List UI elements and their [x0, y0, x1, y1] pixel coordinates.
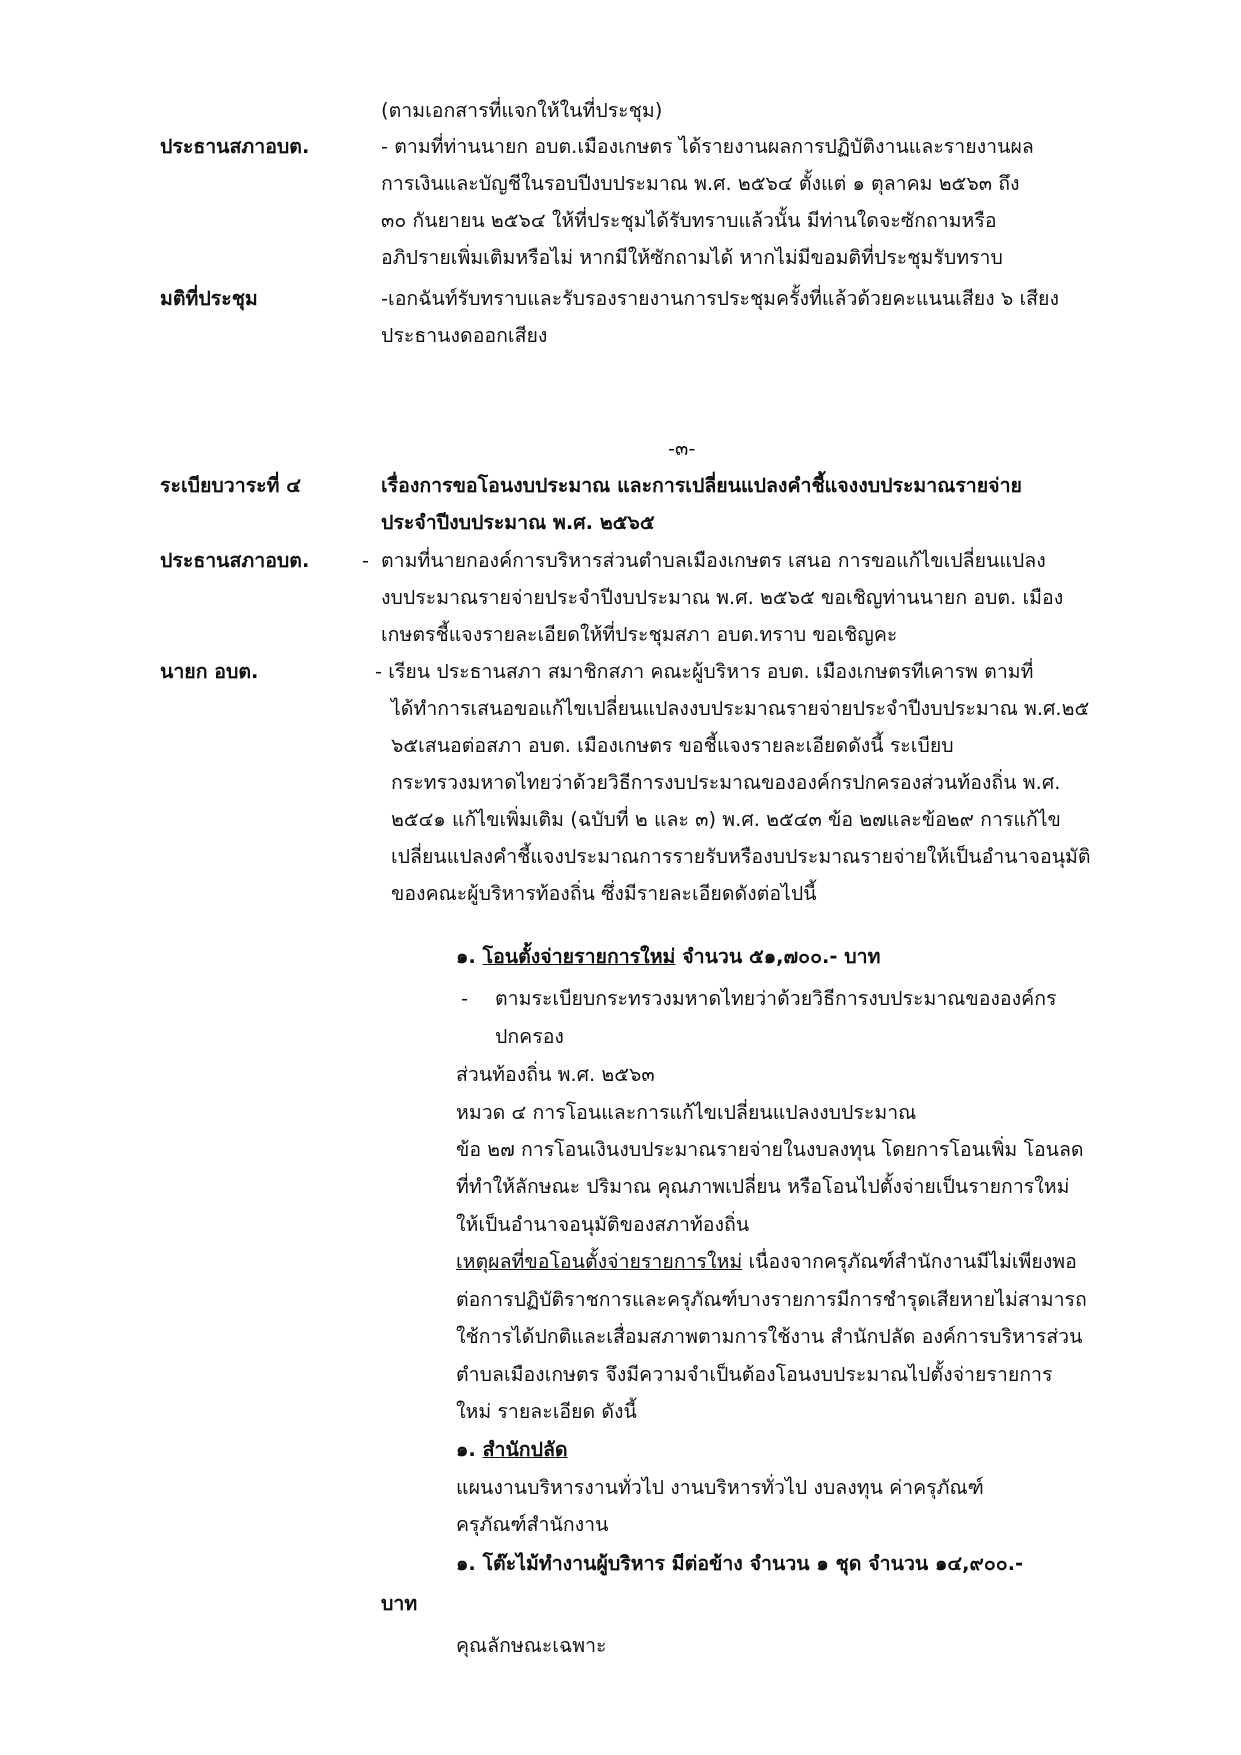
- agenda-title-line: ประจำปีงบประมาณ พ.ศ. ๒๕๖๕: [381, 511, 655, 534]
- reason-line: [456, 1243, 1077, 1281]
- regulation-text-line: ให้เป็นอำนาจอนุมัติของสภาท้องถิ่น: [456, 1213, 750, 1236]
- page-number: -๓-: [668, 437, 696, 460]
- reason-text-line: ใช้การได้ปกติและเสื่อมสภาพตามการใช้งาน สำนักปลัด องค์การบริหารส่วน: [456, 1325, 1083, 1348]
- transfer-number: ๑.: [456, 945, 476, 968]
- agenda-title-line: เรื่องการขอโอนงบประมาณ และการเปลี่ยนแปลงคำชี้แจงงบประมาณรายจ่าย: [381, 474, 1022, 497]
- plan-text-line: แผนงานบริหารงานทั่วไป งานบริหารทั่วไป งบลงทุน ค่าครุภัณฑ์: [456, 1476, 984, 1499]
- resolution-text-line: -เอกฉันท์รับทราบและรับรองรายงานการประชุมครั้งที่แล้วด้วยคะแนนเสียง ๖ เสียง: [381, 287, 1059, 310]
- chair-text-line: อภิปรายเพิ่มเติมหรือไม่ หากมีให้ซักถามได้ หากไม่มีขอมติที่ประชุมรับทราบ: [381, 246, 1003, 269]
- resolution-text-line: ประธานงดออกเสียง: [381, 324, 548, 347]
- doc-note: (ตามเอกสารที่แจกให้ในที่ประชุม): [381, 99, 663, 122]
- regulation-text-line: ที่ทำให้ลักษณะ ปริมาณ คุณภาพเปลี่ยน หรือโอนไปตั้งจ่ายเป็นรายการใหม่: [456, 1175, 1070, 1198]
- regulation-text-line: ส่วนท้องถิ่น พ.ศ. ๒๕๖๓: [456, 1063, 655, 1086]
- regulation-text-line: ข้อ ๒๗ การโอนเงินงบประมาณรายจ่ายในงบลงทุน โดยการโอนเพิ่ม โอนลด: [456, 1138, 1084, 1161]
- reason-text-line: ตำบลเมืองเกษตร จึงมีความจำเป็นต้องโอนงบประมาณไปตั้งจ่ายรายการ: [456, 1363, 1053, 1386]
- spec-label: คุณลักษณะเฉพาะ: [456, 1634, 607, 1657]
- chair-text-line: งบประมาณรายจ่ายประจำปีงบประมาณ พ.ศ. ๒๕๖๕ ขอเชิญท่านนายก อบต. เมือง: [381, 586, 1064, 609]
- chair-text-line: การเงินและบัญชีในรอบปีงบประมาณ พ.ศ. ๒๕๖๔ ตั้งแต่ ๑ ตุลาคม ๒๕๖๓ ถึง: [381, 172, 1020, 195]
- plan-text-line: ครุภัณฑ์สำนักงาน: [456, 1513, 609, 1536]
- chair-text-line: เกษตรชี้แจงรายละเอียดให้ที่ประชุมสภา อบต.ทราบ ขอเชิญคะ: [381, 623, 898, 646]
- mayor-text-line: ๒๕๔๑ แก้ไขเพิ่มเติม (ฉบับที่ ๒ และ ๓) พ.ศ. ๒๕๔๓ ข้อ ๒๗และข้อ๒๙ การแก้ไข: [391, 808, 1061, 831]
- reason-text-line: ใหม่ รายละเอียด ดังนี้: [456, 1400, 637, 1423]
- item-unit: บาท: [381, 1592, 418, 1615]
- mayor-text-line: ของคณะผู้บริหารท้องถิ่น ซึ่งมีรายละเอียดดังต่อไปนี้: [391, 882, 817, 905]
- office-heading: [456, 1431, 568, 1469]
- transfer-amount: จำนวน ๕๑,๗๐๐.- บาท: [675, 945, 881, 968]
- mayor-text-line: ได้ทำการเสนอขอแก้ไขเปลี่ยนแปลงงบประมาณรายจ่ายประจำปีงบประมาณ พ.ศ.๒๕: [391, 697, 1090, 720]
- resolution-label: มติที่ประชุม: [160, 287, 258, 310]
- speaker-label-chair: ประธานสภาอบต.: [160, 135, 310, 158]
- chair-dash: -: [362, 549, 370, 572]
- item-line: ๑. โต๊ะไม้ทำงานผู้บริหาร มีต่อข้าง จำนวน ๑ ชุด จำนวน ๑๔,๙๐๐.-: [456, 1552, 1024, 1575]
- mayor-text-line: ๖๕เสนอต่อสภา อบต. เมืองเกษตร ขอชี้แจงรายละเอียดดังนี้ ระเบียบ: [391, 734, 954, 757]
- mayor-text-line: เปลี่ยนแปลงคำชี้แจงประมาณการรายรับหรืองบประมาณรายจ่ายให้เป็นอำนาจอนุมัติ: [391, 845, 1091, 868]
- regulation-dash: -: [461, 987, 469, 1010]
- reason-text: เนื่องจากครุภัณฑ์สำนักงานมีไม่เพียงพอ: [742, 1250, 1077, 1273]
- office-number: ๑.: [456, 1438, 476, 1461]
- regulation-line: ปกครอง: [495, 1025, 564, 1048]
- reason-text-line: ต่อการปฏิบัติราชการและครุภัณฑ์บางรายการมีการชำรุดเสียหายไม่สามารถ: [456, 1288, 1087, 1311]
- transfer-heading: [456, 938, 880, 976]
- mayor-text-line: - เรียน ประธานสภา สมาชิกสภา คณะผู้บริหาร อบต. เมืองเกษตรทีเคารพ ตามที่: [375, 660, 1034, 683]
- chair-text-line: ๓๐ กันยายน ๒๕๖๔ ให้ที่ประชุมได้รับทราบแล้วนั้น มีท่านใดจะซักถามหรือ: [381, 209, 997, 232]
- transfer-title: โอนตั้งจ่ายรายการใหม่: [482, 945, 676, 968]
- chair-text-line: - ตามที่ท่านนายก อบต.เมืองเกษตร ได้รายงานผลการปฏิบัติงานและรายงานผล: [381, 135, 1034, 158]
- regulation-text-line: หมวด ๔ การโอนและการแก้ไขเปลี่ยนแปลงงบประมาณ: [456, 1101, 917, 1124]
- agenda-label: ระเบียบวาระที่ ๔: [160, 474, 302, 497]
- speaker-label-chair: ประธานสภาอบต.: [160, 549, 310, 572]
- chair-text-line: ตามที่นายกองค์การบริหารส่วนตำบลเมืองเกษตร เสนอ การขอแก้ไขเปลี่ยนแปลง: [381, 549, 1046, 572]
- office-name: สำนักปลัด: [482, 1438, 568, 1461]
- speaker-label-mayor: นายก อบต.: [160, 660, 259, 683]
- mayor-text-line: กระทรวงมหาดไทยว่าด้วยวิธีการงบประมาณขององค์กรปกครองส่วนท้องถิ่น พ.ศ.: [391, 771, 1061, 794]
- reason-label: เหตุผลที่ขอโอนตั้งจ่ายรายการใหม่: [456, 1250, 743, 1273]
- regulation-line: ตามระเบียบกระทรวงมหาดไทยว่าด้วยวิธีการงบประมาณขององค์กร: [495, 987, 1057, 1010]
